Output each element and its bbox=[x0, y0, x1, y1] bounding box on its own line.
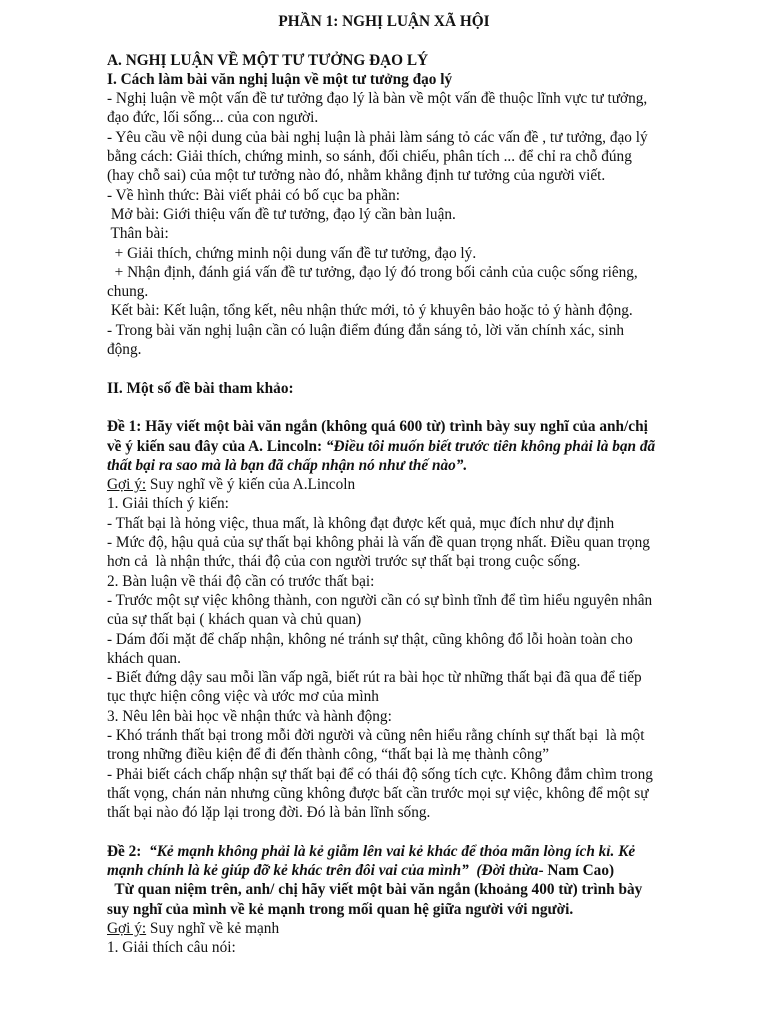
de1-quote-part-1: “Điều tôi muốn biết trước tiên không phải là bạn đã bbox=[325, 437, 656, 455]
de2-hint bbox=[107, 919, 728, 938]
de2-prompt-line-2 bbox=[107, 861, 728, 880]
de2-source-work: (Đời thừa bbox=[472, 862, 539, 880]
body-text-line: thất bại nào đó lặp lại trong đời. Đó là bản lĩnh sống. bbox=[107, 804, 431, 822]
body-text-line: bằng cách: Giải thích, chứng minh, so sánh, đối chiếu, phân tích ... để chỉ ra chỗ đúng bbox=[107, 148, 632, 166]
body-text-line: Thân bài: bbox=[107, 225, 169, 243]
de1-prompt-line-1: Đề 1: Hãy viết một bài văn ngắn (không quá 600 từ) trình bày suy nghĩ của anh/chị bbox=[107, 418, 648, 436]
body-text-line: - Phải biết cách chấp nhận sự thất bại để có thái độ sống tích cực. Không đắm chìm trong bbox=[107, 765, 653, 783]
de2-prompt-line-4: suy nghĩ của mình về kẻ mạnh trong mối quan hệ giữa người với người. bbox=[107, 900, 574, 918]
body-text-line: - Nghị luận về một vấn đề tư tưởng đạo lý là bàn về một vấn đề thuộc lĩnh vực tư tưởng, bbox=[107, 90, 648, 108]
de1-hint-label: Gợi ý: bbox=[107, 476, 147, 494]
body-text-line: của sự thất bại ( khách quan và chủ quan) bbox=[107, 611, 362, 629]
page-title: PHẦN 1: NGHỊ LUẬN XÃ HỘI bbox=[278, 13, 490, 30]
body-text-line: thất vọng, chán nản nhưng cũng không được bất cần trước mọi sự việc, không để một sự bbox=[107, 784, 649, 802]
body-text-line: 1. Giải thích ý kiến: bbox=[107, 495, 229, 513]
section-a-subheading-2: II. Một số đề bài tham khảo: bbox=[107, 379, 294, 397]
body-text-line: (hay chỗ sai) của một tư tưởng nào đó, nhằm khẳng định tư tưởng của người viết. bbox=[107, 167, 606, 185]
body-text-line: hơn cả là nhận thức, thái độ của con người trước sự thất bại trong cuộc sống. bbox=[107, 553, 581, 571]
de2-quote-part-1: “Kẻ mạnh không phải là kẻ giẫm lên vai kẻ khác để thỏa mãn lòng ích kỉ. Kẻ bbox=[149, 842, 636, 860]
de2-label: Đề 2: bbox=[107, 842, 150, 860]
body-text-line: - Trước một sự việc không thành, con người cần có sự bình tĩnh để tìm hiểu nguyên nhân bbox=[107, 591, 653, 609]
body-text-line: + Giải thích, chứng minh nội dung vấn đề tư tưởng, đạo lý. bbox=[107, 244, 477, 262]
de2-hint-label: Gợi ý: bbox=[107, 919, 147, 937]
body-text-line: - Khó tránh thất bại trong mỗi đời người và cũng nên hiểu rằng chính sự thất bại là một bbox=[107, 726, 645, 744]
body-text-line: 2. Bàn luận về thái độ cần có trước thất bại: bbox=[107, 572, 375, 590]
body-text-line: trong những điều kiện để đi đến thành công, “thất bại là mẹ thành công” bbox=[107, 746, 550, 764]
body-text-line: - Thất bại là hỏng việc, thua mất, là không đạt được kết quả, mục đích như dự định bbox=[107, 514, 615, 532]
spacer bbox=[107, 359, 728, 378]
body-text-line: - Về hình thức: Bài viết phải có bố cục ba phần: bbox=[107, 186, 401, 204]
de2-prompt-line-3: Từ quan niệm trên, anh/ chị hãy viết một bài văn ngắn (khoảng 400 từ) trình bày bbox=[107, 881, 643, 899]
spacer bbox=[107, 398, 728, 417]
body-text-line: + Nhận định, đánh giá vấn đề tư tưởng, đạo lý đó trong bối cảnh của cuộc sống riêng, bbox=[107, 263, 638, 281]
de1-prompt-lead: về ý kiến sau đây của A. Lincoln: bbox=[107, 437, 326, 455]
de1-quote-part-2: thất bại ra sao mà là bạn đã chấp nhận nó như thế nào”. bbox=[107, 456, 468, 474]
de2-hint-text: Suy nghĩ về kẻ mạnh bbox=[146, 919, 280, 937]
body-text-line: - Yêu cầu về nội dung của bài nghị luận là phải làm sáng tỏ các vấn đề , tư tưởng, đạo lý bbox=[107, 128, 648, 146]
spacer bbox=[107, 822, 728, 841]
body-text-line: chung. bbox=[107, 283, 149, 301]
de1-hint bbox=[107, 475, 728, 494]
body-text-line: đạo đức, lối sống... của con người. bbox=[107, 109, 319, 127]
section-a-body bbox=[107, 89, 728, 359]
spacer bbox=[107, 31, 728, 50]
de2-source-author: - Nam Cao) bbox=[538, 862, 615, 880]
body-text-line: 3. Nêu lên bài học về nhận thức và hành động: bbox=[107, 707, 392, 725]
body-text-line: khách quan. bbox=[107, 649, 181, 667]
de2-prompt-line-1 bbox=[107, 842, 728, 861]
de1-hint-text: Suy nghĩ về ý kiến của A.Lincoln bbox=[146, 476, 356, 494]
body-text-line: tục thực hiện công việc và ước mơ của mình bbox=[107, 688, 379, 706]
body-text-line: - Biết đứng dậy sau mỗi lần vấp ngã, biết rút ra bài học từ những thất bại đã qua để tiếp bbox=[107, 669, 642, 687]
body-text-line: - Dám đối mặt để chấp nhận, không né tránh sự thật, cũng không đổ lỗi hoàn toàn cho bbox=[107, 630, 633, 648]
body-text-line: - Trong bài văn nghị luận cần có luận điểm đúng đắn sáng tỏ, lời văn chính xác, sinh bbox=[107, 321, 625, 339]
section-a-subheading-1: I. Cách làm bài văn nghị luận về một tư tưởng đạo lý bbox=[107, 70, 453, 88]
body-text-line: Mở bài: Giới thiệu vấn đề tư tưởng, đạo lý cần bàn luận. bbox=[107, 205, 456, 223]
body-text-line: - Mức độ, hậu quả của sự thất bại không phải là vấn đề quan trọng nhất. Điều quan trọng bbox=[107, 534, 650, 552]
de2-quote-part-2: mạnh chính là kẻ giúp đỡ kẻ khác trên đôi vai của mình” bbox=[107, 862, 473, 880]
de2-body-line: 1. Giải thích câu nói: bbox=[107, 939, 236, 957]
section-a-heading: A. NGHỊ LUẬN VỀ MỘT TƯ TƯỞNG ĐẠO LÝ bbox=[107, 51, 429, 69]
de1-body bbox=[107, 494, 728, 822]
body-text-line: động. bbox=[107, 341, 142, 359]
de1-prompt-line-2 bbox=[107, 437, 728, 456]
body-text-line: Kết bài: Kết luận, tổng kết, nêu nhận thức mới, tỏ ý khuyên bảo hoặc tỏ ý hành động. bbox=[107, 302, 633, 320]
